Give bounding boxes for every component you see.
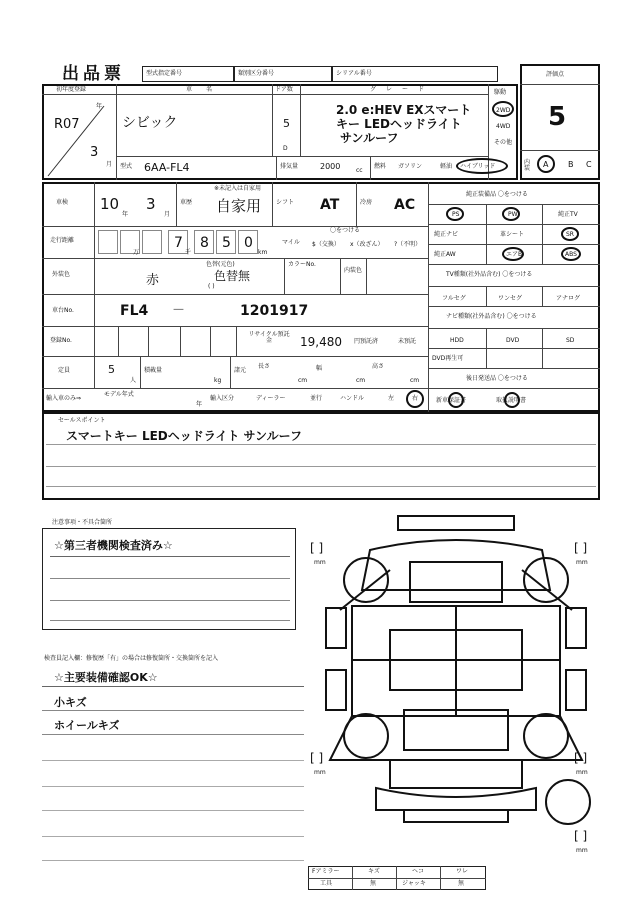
handle-right-circle [406,390,424,408]
shaken-label: 車検 [56,199,69,206]
fuel-hybrid: ハイブリッド [460,163,496,170]
fuel-label: 燃料 [374,163,387,170]
option-abs: ABS [565,251,577,258]
color-change-value: 色替無 [214,269,251,283]
ac-value: AC [394,197,416,213]
displacement-value: 2000 [320,162,341,171]
later-manual: 取扱説明書 [496,397,527,404]
inspector-line-3: ホイールキズ [54,719,120,732]
drive-2wd: 2WD [496,107,511,114]
chassis-prefix: FL4 [120,303,149,319]
reg-diagonal [44,96,116,180]
notes-label: 注意事項・不具合箇所 [52,519,113,526]
recycle-fee: 19,480 [300,335,342,349]
chassis-label: 車台No. [52,307,74,314]
car-name: シビック [122,115,178,131]
fuel-hybrid-circle [456,158,508,174]
handle-right: 右 [412,395,419,402]
chassis-number: 1201917 [240,303,309,319]
interior-grade-a: A [543,160,549,169]
reg-month: 3 [90,145,99,160]
serial-number-field: シリアル番号 [332,66,498,82]
doors-value: 5 [283,117,290,130]
inspector-line-2: 小キズ [54,696,87,709]
color-label: 外装色 [52,271,71,278]
grade-line-1: 2.0 e:HEV EXスマート [336,103,472,117]
car-name-label: 車名 [186,86,227,93]
exterior-color: 赤 [146,273,160,288]
grade-line-3: サンルーフ [340,131,399,145]
reg-no-label: 登録No. [50,337,72,344]
shaken-month: 3 [146,195,156,213]
mileage-digits: 7 8 5 0 [98,230,274,256]
later-warranty: 新車保証書 [436,397,467,404]
class-number-field: 類別区分番号 [234,66,332,82]
options-title: 純正装備品 〇をつける [466,191,528,198]
grade-label: グレード [370,86,435,93]
drive-label: 駆動 [494,89,507,96]
option-ps: PS [452,211,460,218]
first-reg-label: 初年度登録 [56,86,87,93]
vehicle-history: 自家用 [216,197,262,215]
shaken-year: 10 [100,195,120,213]
car-damage-diagram [300,510,612,866]
option-sr: SR [566,231,574,238]
eval-label: 評価点 [546,71,565,78]
interior-a-circle [537,155,555,173]
capacity-value: 5 [108,363,115,376]
inspector-label: 検査員記入欄：修復歴「有」の場合は修復箇所・交換箇所を記入 [44,655,219,662]
shift-value: AT [320,197,340,213]
grade-line-2: キー LEDヘッドライト [336,117,462,131]
option-airbag: エアB [506,251,523,258]
model-code: 6AA-FL4 [144,161,190,174]
drive-2wd-circle [492,101,514,117]
sales-point-label: セールスポイント [58,417,106,424]
model-label: 型式 [120,163,133,170]
reg-year: R07 [54,117,80,132]
inspector-line-1: ☆主要装備確認OK☆ [54,671,158,684]
notes-text: ☆第三者機関検査済み☆ [54,539,173,552]
option-pw: PW [508,211,518,218]
eval-score: 5 [548,102,567,132]
doors-label: ドア数 [275,86,293,93]
mileage-label: 走行距離 [50,237,75,244]
displacement-label: 排気量 [280,163,299,170]
sales-point-text: スマートキー LEDヘッドライト サンルーフ [66,429,303,443]
type-approval-field: 型式指定番号 [142,66,234,82]
page-title: 出品票 [62,64,125,84]
diagram-a1-label: A1 [450,517,459,524]
